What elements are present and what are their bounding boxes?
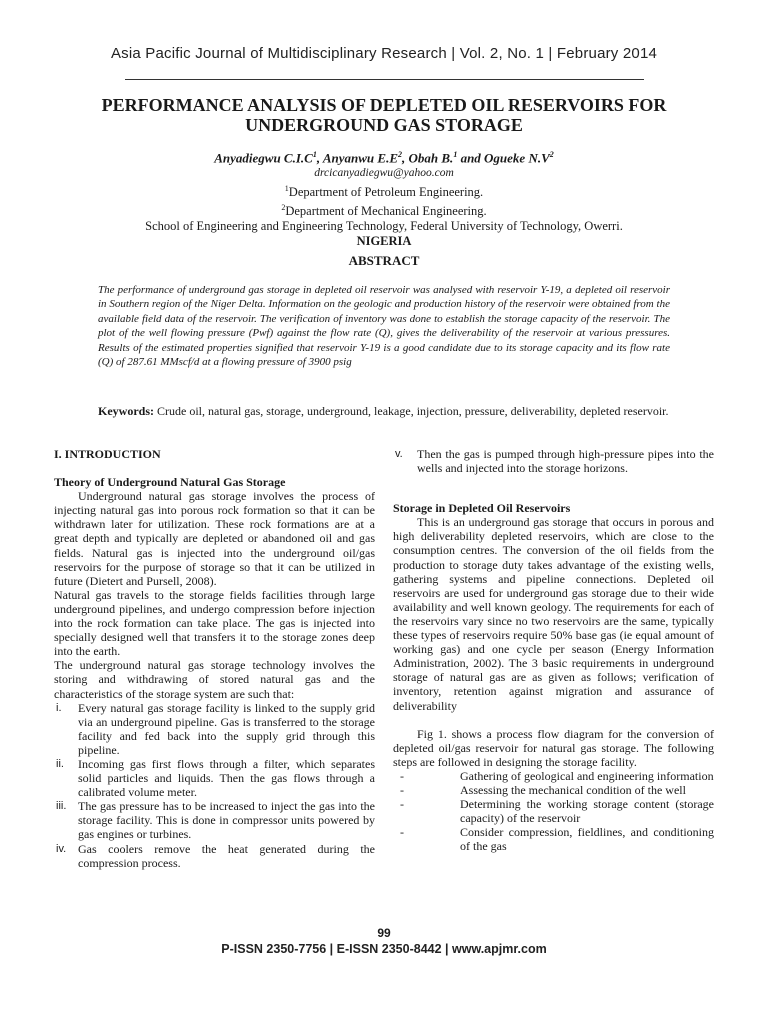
left-column <box>54 447 375 870</box>
storage-characteristics-list <box>54 701 375 870</box>
author-2-affil: 2 <box>398 150 403 159</box>
list-item: i. Every natural gas storage facility is linked to the supply grid via an underground pipeline. Gas is transferred to the storage facility and fed back into the supply grid through this pipeline. <box>56 700 375 757</box>
affiliation-1: $^1$Department of Petroleum Engineering. <box>284 184 484 200</box>
page-number: 99 <box>377 926 391 940</box>
paper-title <box>60 95 708 135</box>
subsection-heading-depleted-reservoirs: Storage in Depleted Oil Reservoirs <box>393 501 571 516</box>
list-item: iii. The gas pressure has to be increased to inject the gas into the storage facility. This is done in compressor units powered by gas engines or turbines. <box>56 799 375 842</box>
author-conjunction: and <box>457 150 485 166</box>
author-4: Ogueke N.V <box>484 150 550 166</box>
author-3-affil: 1 <box>453 150 458 159</box>
abstract-heading: ABSTRACT <box>348 253 420 268</box>
list-item: iv. Gas coolers remove the heat generated during the compression process. <box>56 841 375 870</box>
keywords-list: Crude oil, natural gas, storage, underground, leakage, injection, pressure, deliverability, depleted reservoir. <box>154 404 669 418</box>
abstract-text: The performance of underground gas storage in depleted oil reservoir was analysed with reservoir Y-19, a depleted oil reservoir in Southern region of the Niger Delta. Information on the geologic and production history of the reservoir were obtained from the available field data of the reservoir. The verification of inventory was done to establish the storage capacity of the reservoir. The plot of the well flowing pressure (Pwf) against the flow rate (Q), gives the deliverability of the reservoir at various pressures. Results of the estimated properties signified that reservoir Y-19 is a good candidate due to its storage capacity and its flow rate (Q) of 287.61 MMscf/d at a flowing pressure of 3900 psig <box>98 284 670 369</box>
list-item: - Consider compression, fieldlines, and conditioning of the gas <box>400 825 714 854</box>
title-line-2: UNDERGROUND GAS STORAGE <box>245 115 523 135</box>
author-1-affil: 1 <box>312 150 317 159</box>
depleted-paragraph-1: This is an underground gas storage that occurs in porous and high deliverability depleted reservoirs, which are close to the consumption centres. The conversion of the oil fields from the production to storage duty takes advantage of the existing wells, gathering systems and pipeline connections. Depleted oil reservoirs are used for underground gas storage due to their wide availability and well known geology. The requirements for each of the reservoirs vary since no two reservoirs are the same, typically these types of reservoirs require 50% base gas (ie equal amount of working gas) and one cycle per season (Energy Information Administration, 2002). The 3 basic requirements in underground storage of natural gas are as given as follows; verification of inventory, retention against migration and assurance of deliverability <box>393 515 714 713</box>
storage-characteristics-list-continued <box>393 447 714 475</box>
running-header: Asia Pacific Journal of Multidisciplinary Research | Vol. 2, No. 1 | February 2014 <box>110 45 658 62</box>
list-item: - Assessing the mechanical condition of the well <box>400 782 686 797</box>
author-2: Anyanwu E.E <box>322 150 399 166</box>
header-rule <box>125 79 644 80</box>
intro-paragraph-1: Underground natural gas storage involves the process of injecting natural gas into porous rock formation so that it can be withdrawn later for utilization. These rock formations are at a great depth and typically are depleted or abandoned oil and gas fields. Natural gas is injected into the underground oil/gas reservoirs for the purpose of storage so that it can be utilized in future (Dietert and Pursell, 2008). <box>54 489 375 588</box>
right-column <box>393 447 714 853</box>
intro-paragraph-3: The underground natural gas storage technology involves the storing and withdrawing of stored natural gas and the characteristics of the storage system are such that: <box>54 658 375 701</box>
author-email[interactable]: drcicanyadiegwu@yahoo.com <box>314 167 454 179</box>
country: NIGERIA <box>356 234 412 249</box>
section-heading-introduction: I. INTRODUCTION <box>54 447 161 461</box>
footer-issn[interactable]: P-ISSN 2350-7756 | E-ISSN 2350-8442 | www.apjmr.com <box>221 942 547 956</box>
affiliation-2: $^2$Department of Mechanical Engineering. <box>281 203 487 219</box>
keywords-label: Keywords: <box>98 404 154 418</box>
author-1: Anyadiegwu C.I.C <box>214 150 313 166</box>
keywords <box>98 404 670 419</box>
intro-paragraph-2: Natural gas travels to the storage fields facilities through large underground pipelines, and undergo compression before injection into the rock formation can take place. The gas is injected into specially designed well that transfers it to the storage zones deep into the earth. <box>54 587 375 659</box>
design-steps-list <box>393 769 714 854</box>
list-item: ii. Incoming gas first flows through a filter, which separates solid particles and liquids. Then the gas flows through a calibrated volume meter. <box>56 756 375 800</box>
list-item: - Gathering of geological and engineering information <box>400 768 714 783</box>
subsection-heading-theory: Theory of Underground Natural Gas Storage <box>54 475 286 490</box>
list-item: - Determining the working storage content (storage capacity) of the reservoir <box>400 797 714 826</box>
affiliations <box>60 166 708 249</box>
institution: School of Engineering and Engineering Technology, Federal University of Technology, Owerri. <box>145 219 623 234</box>
list-item: v. Then the gas is pumped through high-pressure pipes into the wells and injected into the storage horizons. <box>395 447 714 476</box>
author-3: Obah B. <box>408 150 454 166</box>
depleted-paragraph-2: Fig 1. shows a process flow diagram for the conversion of depleted oil/gas reservoir for natural gas storage. The following steps are followed in designing the storage facility. <box>393 726 714 769</box>
author-list: Anyadiegwu $C.I.C^1$, Anyanwu $E.E^2$, Obah B.$^1$ and Ogueke $N.V^2$ <box>214 150 554 166</box>
title-line-1: PERFORMANCE ANALYSIS OF DEPLETED OIL RESERVOIRS FOR <box>101 95 667 115</box>
author-4-affil: 2 <box>549 150 554 159</box>
